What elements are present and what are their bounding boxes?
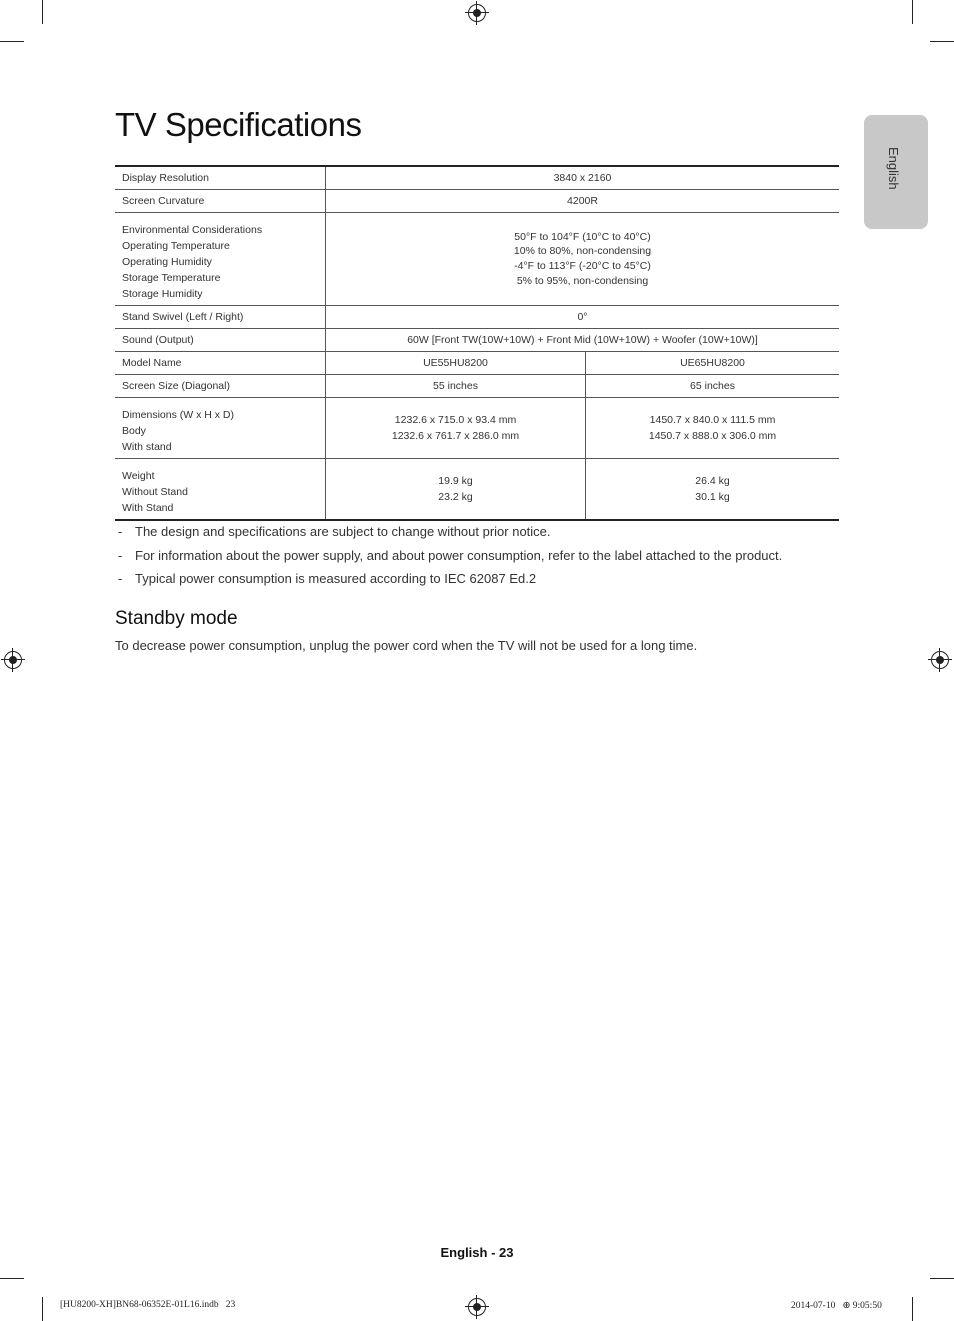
- spec-label-line: With Stand: [122, 502, 174, 514]
- crop-mark: [42, 0, 43, 24]
- page-number: English - 23: [440, 1245, 514, 1260]
- spec-label-line: Storage Temperature: [122, 272, 221, 284]
- spec-label-line: Body: [122, 425, 146, 437]
- spec-label: [115, 459, 326, 521]
- model-2-value: [586, 459, 840, 521]
- model-2-value: [586, 398, 840, 459]
- crop-mark: [42, 1297, 43, 1321]
- spec-value-line: 10% to 80%, non-condensing: [513, 245, 652, 258]
- spec-label-line: Weight: [122, 470, 155, 482]
- table-row: [115, 306, 839, 329]
- model-1-value: UE55HU8200: [326, 352, 586, 375]
- model-2-value: 65 inches: [586, 375, 840, 398]
- model-1-value: 55 inches: [326, 375, 586, 398]
- spec-label: [115, 398, 326, 459]
- crop-mark: [0, 41, 24, 42]
- crop-mark: [930, 1278, 954, 1279]
- spec-value: [326, 213, 840, 306]
- list-item: [115, 544, 782, 568]
- language-tab-label: English: [886, 147, 901, 190]
- model-1-value: [326, 459, 586, 521]
- spec-label-line: Dimensions (W x H x D): [122, 409, 235, 421]
- crop-mark: [912, 1297, 913, 1321]
- note-text: For information about the power supply, and about power consumption, refer to the label attached to the product.: [135, 547, 783, 563]
- page-title: TV Specifications: [115, 106, 362, 143]
- spec-label: Stand Swivel (Left / Right): [115, 306, 326, 329]
- spec-value-line: 19.9 kg: [438, 475, 473, 487]
- spec-label-line: Operating Humidity: [122, 256, 212, 268]
- spec-label: [115, 213, 326, 306]
- spec-label: Sound (Output): [115, 329, 326, 352]
- table-row: [115, 398, 839, 459]
- spec-value: 60W [Front TW(10W+10W) + Front Mid (10W+10W) + Woofer (10W+10W)]: [326, 329, 840, 352]
- table-row: [115, 166, 839, 190]
- list-item: [115, 520, 782, 544]
- table-row: [115, 352, 839, 375]
- registration-mark-icon: [468, 1298, 486, 1316]
- spec-value-line: 30.1 kg: [695, 491, 730, 503]
- note-text: Typical power consumption is measured according to IEC 62087 Ed.2: [135, 571, 537, 586]
- spec-value-line: 1450.7 x 888.0 x 306.0 mm: [648, 430, 777, 442]
- model-1-value: [326, 398, 586, 459]
- standby-heading: Standby mode: [115, 608, 238, 629]
- spec-label: Screen Size (Diagonal): [115, 375, 326, 398]
- spec-table: [115, 165, 839, 521]
- print-slug-timestamp: 2014-07-10 ⊕ 9:05:50: [791, 1301, 882, 1311]
- crop-mark: [912, 0, 913, 24]
- registration-mark-icon: [931, 651, 949, 669]
- spec-value: 4200R: [326, 190, 840, 213]
- spec-value-line: 23.2 kg: [438, 491, 473, 503]
- spec-value: 3840 x 2160: [553, 172, 612, 184]
- note-bullet: -: [118, 524, 123, 539]
- model-2-value: UE65HU8200: [586, 352, 840, 375]
- spec-value: 0°: [326, 306, 840, 329]
- crop-mark: [0, 1278, 24, 1279]
- spec-label: Model Name: [115, 352, 326, 375]
- registration-mark-icon: [4, 651, 22, 669]
- note-bullet: -: [118, 571, 123, 586]
- spec-value-line: 5% to 95%, non-condensing: [516, 274, 649, 287]
- note-bullet: -: [118, 547, 123, 563]
- spec-value-line: 26.4 kg: [695, 475, 730, 487]
- registration-mark-icon: [468, 4, 486, 22]
- spec-label: Display Resolution: [115, 166, 326, 190]
- table-row: [115, 375, 839, 398]
- spec-value-line: -4°F to 113°F (-20°C to 45°C): [514, 260, 651, 272]
- print-slug-file: [HU8200-XH]BN68-06352E-01L16.indb 23: [60, 1300, 236, 1310]
- spec-label: Screen Curvature: [115, 190, 326, 213]
- spec-value-line: 50°F to 104°F (10°C to 40°C): [514, 230, 651, 243]
- spec-label-line: Operating Temperature: [122, 240, 230, 252]
- list-item: [115, 567, 782, 591]
- spec-label-line: Storage Humidity: [122, 288, 203, 300]
- spec-value-line: 1232.6 x 761.7 x 286.0 mm: [391, 430, 520, 442]
- note-text: The design and specifications are subject to change without prior notice.: [135, 524, 551, 539]
- crop-mark: [930, 41, 954, 42]
- table-row: [115, 329, 839, 352]
- table-row: [115, 459, 839, 521]
- spec-value-line: 1450.7 x 840.0 x 111.5 mm: [649, 414, 776, 426]
- standby-text: To decrease power consumption, unplug the power cord when the TV will not be used for a long time.: [115, 638, 698, 653]
- table-row: [115, 190, 839, 213]
- spec-value-line: 1232.6 x 715.0 x 93.4 mm: [394, 414, 517, 426]
- language-side-tab: [864, 115, 928, 229]
- table-row: [115, 213, 839, 306]
- spec-label-line: With stand: [122, 441, 172, 453]
- notes-list: [115, 520, 782, 591]
- spec-label-line: Without Stand: [122, 486, 188, 498]
- spec-label-line: Environmental Considerations: [122, 224, 263, 236]
